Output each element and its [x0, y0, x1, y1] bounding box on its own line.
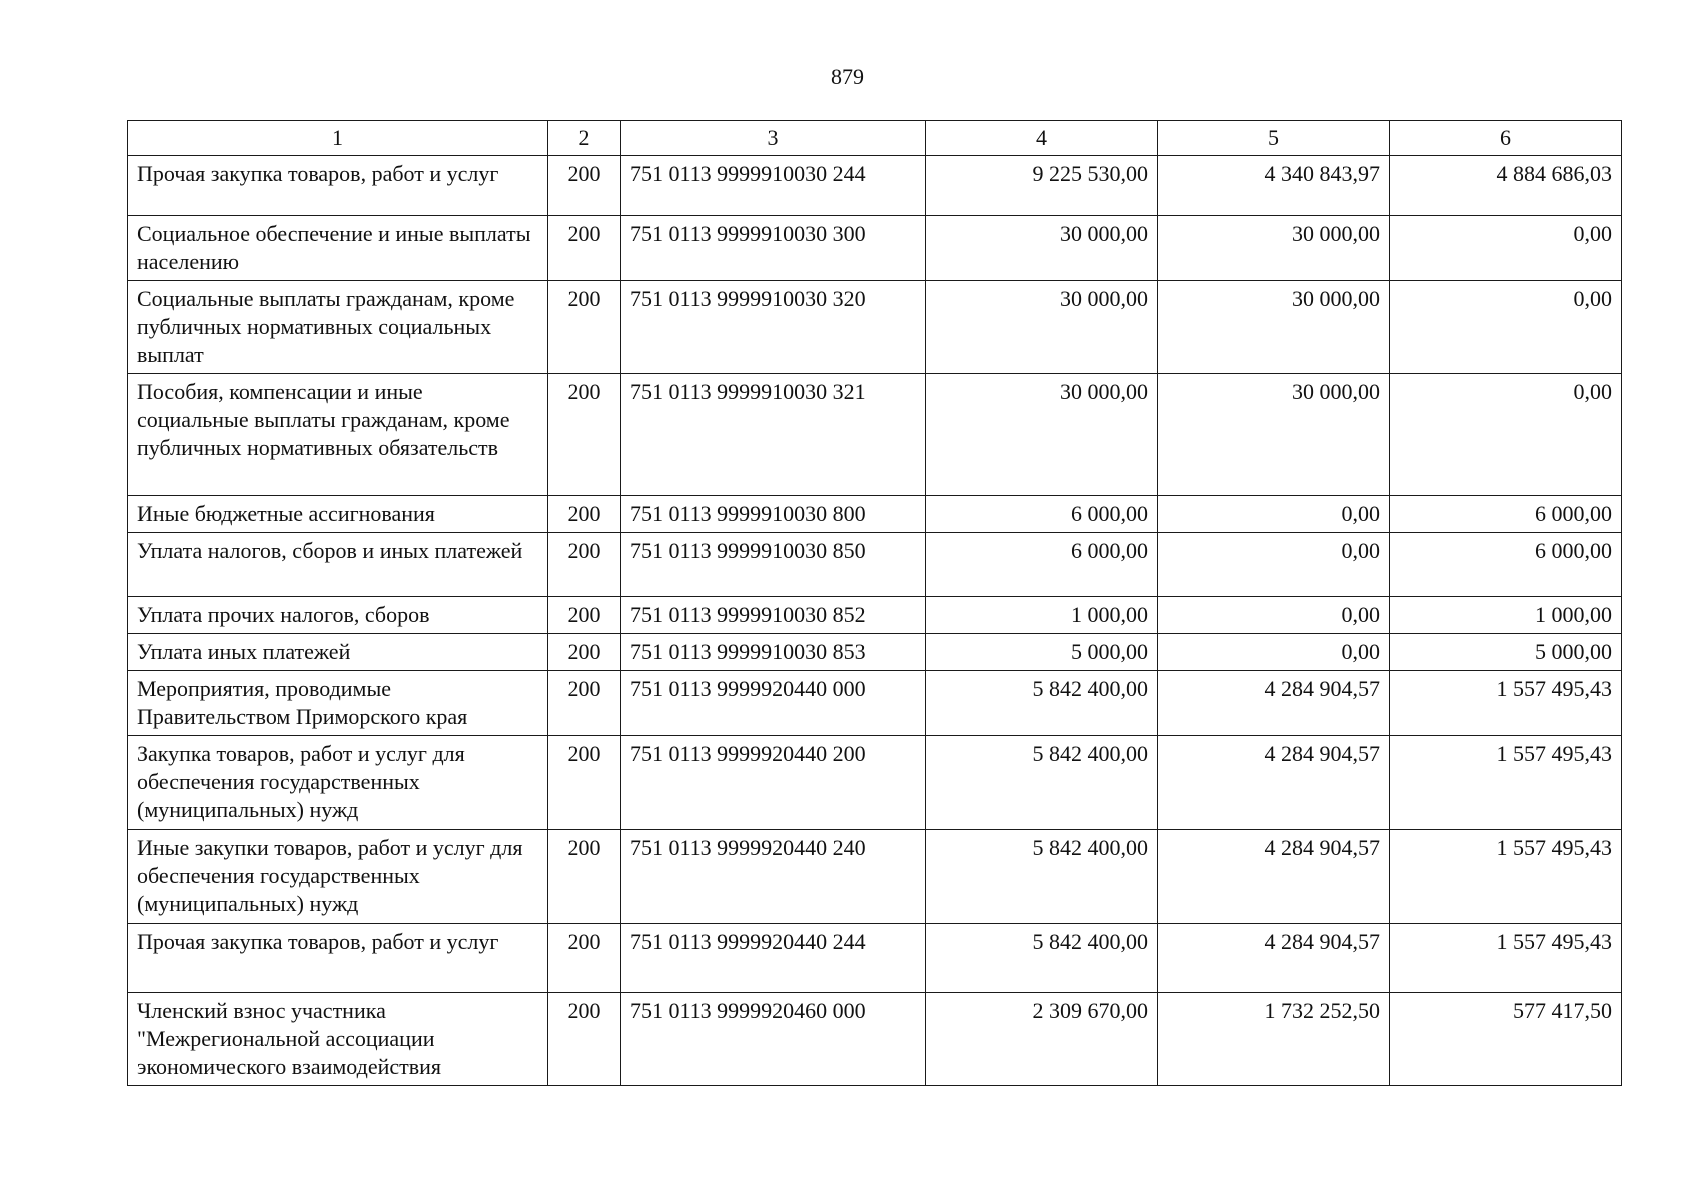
table-row	[128, 671, 1622, 736]
row-value-5: 0,00	[1158, 634, 1390, 671]
row-value-4: 5 842 400,00	[926, 924, 1158, 993]
header-col-2: 2	[548, 121, 621, 156]
row-code: 751 0113 9999920440 244	[621, 924, 926, 993]
row-section: 200	[548, 993, 621, 1086]
row-name: Иные бюджетные ассигнования	[128, 496, 548, 533]
row-value-6: 1 557 495,43	[1390, 924, 1622, 993]
row-value-5: 4 284 904,57	[1158, 830, 1390, 924]
row-code: 751 0113 9999910030 300	[621, 216, 926, 281]
table-row	[128, 533, 1622, 597]
table-row	[128, 993, 1622, 1086]
row-value-6: 4 884 686,03	[1390, 156, 1622, 216]
row-value-6: 1 557 495,43	[1390, 830, 1622, 924]
row-value-5: 4 284 904,57	[1158, 924, 1390, 993]
row-value-6: 6 000,00	[1390, 496, 1622, 533]
row-value-6: 577 417,50	[1390, 993, 1622, 1086]
row-value-4: 5 842 400,00	[926, 830, 1158, 924]
row-value-6: 1 557 495,43	[1390, 736, 1622, 830]
row-code: 751 0113 9999920440 200	[621, 736, 926, 830]
row-value-5: 30 000,00	[1158, 216, 1390, 281]
header-col-4: 4	[926, 121, 1158, 156]
row-value-4: 9 225 530,00	[926, 156, 1158, 216]
row-code: 751 0113 9999920440 000	[621, 671, 926, 736]
table-row	[128, 634, 1622, 671]
row-code: 751 0113 9999910030 321	[621, 374, 926, 496]
row-name: Иные закупки товаров, работ и услуг для обеспечения государственных (муниципальных) нужд	[128, 830, 548, 924]
row-value-5: 30 000,00	[1158, 374, 1390, 496]
table-row	[128, 216, 1622, 281]
row-section: 200	[548, 496, 621, 533]
row-name: Уплата прочих налогов, сборов	[128, 597, 548, 634]
row-code: 751 0113 9999920460 000	[621, 993, 926, 1086]
row-value-5: 0,00	[1158, 533, 1390, 597]
row-section: 200	[548, 156, 621, 216]
row-code: 751 0113 9999910030 320	[621, 281, 926, 374]
row-value-6: 0,00	[1390, 216, 1622, 281]
row-code: 751 0113 9999910030 853	[621, 634, 926, 671]
row-value-4: 5 842 400,00	[926, 736, 1158, 830]
row-value-5: 4 284 904,57	[1158, 736, 1390, 830]
row-value-5: 30 000,00	[1158, 281, 1390, 374]
row-name: Социальные выплаты гражданам, кроме публичных нормативных социальных выплат	[128, 281, 548, 374]
row-value-4: 1 000,00	[926, 597, 1158, 634]
row-section: 200	[548, 374, 621, 496]
header-col-3: 3	[621, 121, 926, 156]
page-number: 879	[831, 64, 864, 89]
row-code: 751 0113 9999910030 244	[621, 156, 926, 216]
row-value-6: 1 557 495,43	[1390, 671, 1622, 736]
table-row	[128, 281, 1622, 374]
row-name: Мероприятия, проводимые Правительством Приморского края	[128, 671, 548, 736]
table-row	[128, 496, 1622, 533]
row-name: Закупка товаров, работ и услуг для обеспечения государственных (муниципальных) нужд	[128, 736, 548, 830]
row-section: 200	[548, 634, 621, 671]
row-code: 751 0113 9999910030 852	[621, 597, 926, 634]
row-section: 200	[548, 830, 621, 924]
row-name: Членский взнос участника "Межрегиональной ассоциации экономического взаимодействия	[128, 993, 548, 1086]
row-section: 200	[548, 736, 621, 830]
row-value-5: 4 340 843,97	[1158, 156, 1390, 216]
row-value-4: 2 309 670,00	[926, 993, 1158, 1086]
table-row	[128, 736, 1622, 830]
row-code: 751 0113 9999910030 850	[621, 533, 926, 597]
table-row	[128, 597, 1622, 634]
row-value-4: 5 842 400,00	[926, 671, 1158, 736]
table-row	[128, 830, 1622, 924]
row-name: Пособия, компенсации и иные социальные выплаты гражданам, кроме публичных нормативных обязательств	[128, 374, 548, 496]
row-section: 200	[548, 281, 621, 374]
row-value-5: 4 284 904,57	[1158, 671, 1390, 736]
table-header	[128, 121, 1622, 156]
row-section: 200	[548, 924, 621, 993]
row-value-6: 1 000,00	[1390, 597, 1622, 634]
row-section: 200	[548, 216, 621, 281]
row-name: Уплата иных платежей	[128, 634, 548, 671]
row-code: 751 0113 9999920440 240	[621, 830, 926, 924]
row-value-5: 0,00	[1158, 597, 1390, 634]
table-row	[128, 374, 1622, 496]
table-body	[128, 156, 1622, 1086]
row-name: Уплата налогов, сборов и иных платежей	[128, 533, 548, 597]
row-value-4: 6 000,00	[926, 496, 1158, 533]
header-row	[128, 121, 1622, 156]
row-value-6: 5 000,00	[1390, 634, 1622, 671]
header-col-5: 5	[1158, 121, 1390, 156]
budget-table	[127, 120, 1622, 1086]
row-value-6: 6 000,00	[1390, 533, 1622, 597]
header-col-6: 6	[1390, 121, 1622, 156]
row-code: 751 0113 9999910030 800	[621, 496, 926, 533]
row-value-4: 5 000,00	[926, 634, 1158, 671]
row-section: 200	[548, 671, 621, 736]
row-value-6: 0,00	[1390, 374, 1622, 496]
header-col-1: 1	[128, 121, 548, 156]
row-value-6: 0,00	[1390, 281, 1622, 374]
row-value-4: 30 000,00	[926, 281, 1158, 374]
row-name: Прочая закупка товаров, работ и услуг	[128, 156, 548, 216]
row-name: Социальное обеспечение и иные выплаты населению	[128, 216, 548, 281]
row-value-4: 30 000,00	[926, 216, 1158, 281]
table-row	[128, 924, 1622, 993]
row-value-5: 0,00	[1158, 496, 1390, 533]
row-name: Прочая закупка товаров, работ и услуг	[128, 924, 548, 993]
row-value-4: 6 000,00	[926, 533, 1158, 597]
row-section: 200	[548, 597, 621, 634]
row-section: 200	[548, 533, 621, 597]
row-value-4: 30 000,00	[926, 374, 1158, 496]
table-row	[128, 156, 1622, 216]
row-value-5: 1 732 252,50	[1158, 993, 1390, 1086]
